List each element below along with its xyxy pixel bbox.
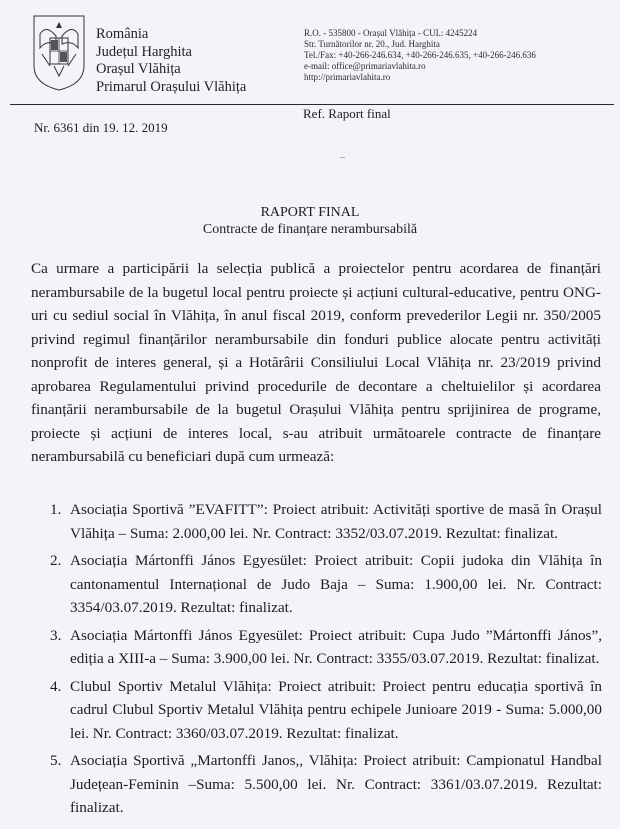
- item-text: Asociația Mártonffi János Egyesület: Proiect atribuit: Cupa Judo ”Mártonffi János”, ediția a XIII-a – Suma: 3.900,00 lei. Nr. Contract: 3355/03.07.2019. Rezultat: finalizat.: [70, 626, 602, 667]
- item-number: 5.: [50, 752, 62, 769]
- contact-block: [304, 28, 536, 83]
- list-item: [50, 624, 602, 671]
- list-item: [50, 675, 602, 746]
- report-subtitle: Contracte de finanțare nerambursabilă: [202, 222, 418, 237]
- registration-number: Nr. 6361 din 19. 12. 2019: [34, 120, 168, 135]
- scan-mark: –: [340, 152, 345, 163]
- contact-registration: R.O. - 535800 - Orașul Vlăhița - CUI.: 4245224: [304, 28, 478, 38]
- header-divider: [10, 104, 614, 105]
- organization-name-block: [96, 26, 246, 96]
- reference-subject: Ref. Raport final: [303, 106, 391, 121]
- item-text: Asociația Mártonffi János Egyesület: Proiect atribuit: Copii judoka din Vlăhița în cantonamentul Internațional de Judo Baja – Suma: 1.900,00 lei. Nr. Contract: 3354/03.07.2019. Rezultat: finalizat.: [70, 552, 602, 616]
- list-item: [50, 749, 602, 820]
- contracts-list: [50, 498, 602, 824]
- report-title-block: [0, 204, 620, 238]
- list-item: [50, 549, 602, 620]
- item-text: Asociația Sportivă „Martonffi Janos,, Vlăhița: Proiect atribuit: Campionatul Handbal Județean-Feminin –Suma: 5.500,00 lei. Nr. Contract: 3361/03.07.2019. Rezultat: finalizat.: [70, 752, 602, 816]
- org-town: Orașul Vlăhița: [96, 61, 181, 77]
- item-number: 4.: [50, 677, 62, 695]
- item-number: 3.: [50, 626, 62, 644]
- contact-address: Str. Turnătorilor nr. 20., Jud. Harghita: [304, 39, 440, 49]
- item-text: Clubul Sportiv Metalul Vlăhița: Proiect atribuit: Proiect pentru educația sportivă în cadrul Clubul Sportiv Metalul Vlăhița pentru echipele Junioare 2019 - Suma: 5.000,00 lei. Nr. Contract: 3360/03.07.2019. Rezultat: finalizat.: [70, 677, 602, 742]
- org-country: România: [96, 26, 149, 42]
- report-title: RAPORT FINAL: [260, 205, 360, 220]
- org-mayor: Primarul Orașului Vlăhița: [96, 78, 247, 95]
- contact-website: http://primariavlahita.ro: [304, 72, 391, 82]
- item-number: 2.: [50, 552, 62, 569]
- intro-paragraph: Ca urmare a participării la selecția publică a proiectelor pentru acordarea de finanțări nerambursabile de la bugetul local pentru proiecte și acțiuni cultural-educative, pentru ONG-uri cu sediul social în Vlăhița, în anul fiscal 2019, conform prevederilor Legii nr. 350/2005 privind regimul finanțărilor nerambursabile din fonduri publice alocate pentru activități nonprofit de interes general, și a Hotărârii Consiliului Local Vlăhița nr. 23/2019 privind aprobarea Regulamentului privind procedurile de decontare a cheltuielilor și acordarea finanțării nerambursabile de la bugetul Orașului Vlăhița pentru sprijinirea de programe, proiecte și acțiuni de interes local, s-au atribuit următoarele contracte de finanțare nerambursabilă cu beneficiari după cum urmează:: [31, 260, 601, 465]
- org-county: Județul Harghita: [96, 43, 192, 60]
- contact-email: e-mail: office@primariavlahita.ro: [304, 61, 426, 71]
- item-number: 1.: [50, 501, 62, 518]
- item-text: Asociația Sportivă ”EVAFITT”: Proiect atribuit: Activități sportive de masă în Orașul Vlăhița – Suma: 2.000,00 lei. Nr. Contract: 3352/03.07.2019. Rezultat: finalizat.: [70, 501, 602, 542]
- list-item: [50, 498, 602, 545]
- contact-phone: Tel./Fax: +40-266-246.634, +40-266-246.635, +40-266-246.636: [304, 50, 536, 60]
- romania-coat-of-arms-icon: [32, 14, 86, 92]
